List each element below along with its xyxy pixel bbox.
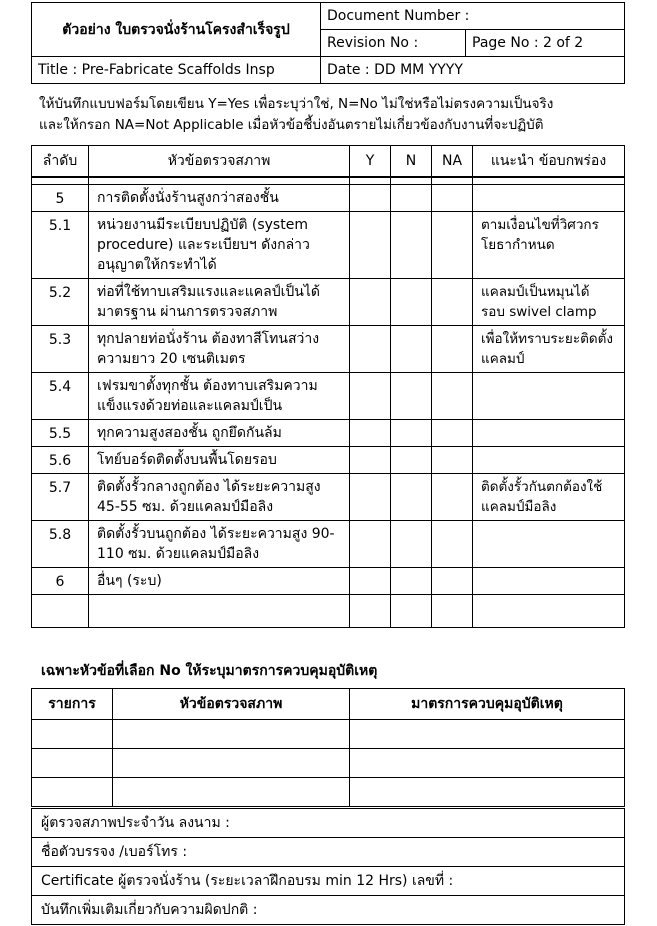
checklist-table [31,145,625,628]
recommendation-cell [473,521,625,568]
certificate-field: Certificate ผู้ตรวจนั่งร้าน (ระยะเวลาฝึกอบรม min 12 Hrs) เลขที่ : [32,867,625,896]
no-cell[interactable] [391,373,432,420]
yes-cell[interactable] [350,568,391,595]
row-item: การติดตั้งนั่งร้านสูงกว่าสองชั้น [89,185,350,212]
no-cell[interactable] [391,447,432,474]
measures-column-control: มาตรการควบคุมอุบัติเหตุ [350,689,625,720]
page-number-field: Page No : 2 of 2 [466,30,625,57]
contractor-name-field: ชื่อตัวบรรจง /เบอร์โทร : [32,838,625,867]
na-cell[interactable] [432,474,473,521]
no-cell[interactable] [391,279,432,326]
na-cell[interactable] [432,326,473,373]
checklist-row [32,521,625,568]
na-cell[interactable] [432,373,473,420]
measures-cell[interactable] [113,720,350,749]
recommendation-cell: แคลมป์เป็นหมุนได้ รอบ swivel clamp [473,279,625,326]
row-item: เฟรมขาตั้งทุกชั้น ต้องทาบเสริมความแข็งแรงด้วยท่อและแคลมป์เป็น [89,373,350,420]
revision-field: Revision No : [321,30,466,57]
na-cell[interactable] [432,568,473,595]
date-field: Date : DD MM YYYY [321,57,625,84]
column-header-item: หัวข้อตรวจสภาพ [89,146,350,178]
column-header-recommendation: แนะนำ ข้อบกพร่อง [473,146,625,178]
title-field: Title : Pre-Fabricate Scaffolds Insp [32,57,321,84]
measures-cell[interactable] [350,749,625,778]
measures-row [32,749,625,778]
measures-cell[interactable] [113,778,350,807]
header-table [31,2,625,84]
yes-cell[interactable] [350,420,391,447]
row-number: 5.8 [32,521,89,568]
row-number: 5.5 [32,420,89,447]
row-number: 5.6 [32,447,89,474]
checklist-row [32,185,625,212]
no-cell[interactable] [391,185,432,212]
checklist-row [32,595,625,628]
checklist-header-row [32,146,625,178]
yes-cell[interactable] [350,326,391,373]
measures-column-item: รายการ [32,689,113,720]
no-cell[interactable] [391,568,432,595]
recommendation-cell: ตามเงื่อนไขที่วิศวกรโยธากำหนด [473,212,625,279]
row-item: หน่วยงานมีระเบียบปฏิบัติ (system procedure) และระเบียบฯ ดังกล่าวอนุญาตให้กระทำได้ [89,212,350,279]
header-separator [32,177,625,185]
row-number: 6 [32,568,89,595]
na-cell[interactable] [432,185,473,212]
checklist-row [32,279,625,326]
recommendation-cell [473,373,625,420]
row-number: 5.1 [32,212,89,279]
no-cell[interactable] [391,420,432,447]
footer-table [31,808,625,925]
row-number: 5.7 [32,474,89,521]
row-item: ท่อที่ใช้ทาบเสริมแรงและแคลป์เป็นได้มาตรฐาน ผ่านการตรวจสภาพ [89,279,350,326]
no-cell[interactable] [391,595,432,628]
row-number: 5.2 [32,279,89,326]
measures-cell[interactable] [32,749,113,778]
checklist-row [32,474,625,521]
notes-field: บันทึกเพิ่มเติมเกี่ยวกับความผิดปกติ : [32,896,625,925]
measures-header-row [32,689,625,720]
row-item: ติดตั้งรั้วบนถูกต้อง ได้ระยะความสูง 90-110 ซม. ด้วยแคลมป์มือลิง [89,521,350,568]
yes-cell[interactable] [350,279,391,326]
na-cell[interactable] [432,212,473,279]
yes-cell[interactable] [350,212,391,279]
na-cell[interactable] [432,521,473,568]
row-number: 5.3 [32,326,89,373]
na-cell[interactable] [432,420,473,447]
checklist-row [32,568,625,595]
no-cell[interactable] [391,474,432,521]
yes-cell[interactable] [350,373,391,420]
row-item: อื่นๆ (ระบ) [89,568,350,595]
instruction-line-1: ให้บันทึกแบบฟอร์มโดยเขียน Y=Yes เพื่อระบุว่าใช่, N=No ไม่ใช่หรือไม่ตรงความเป็นจริง [39,96,554,112]
instructions [39,94,639,136]
column-header-yes: Y [350,146,391,178]
document-number-field: Document Number : [321,3,625,30]
recommendation-cell: เพื่อให้ทราบระยะติดตั้งแคลมป์ [473,326,625,373]
recommendation-cell: ติดตั้งรั้วกันตกต้องใช้แคลมป์มือลิง [473,474,625,521]
no-cell[interactable] [391,521,432,568]
row-number: 5 [32,185,89,212]
measures-row [32,720,625,749]
instruction-line-2: และให้กรอก NA=Not Applicable เมื่อหัวข้อชี้บ่งอันตรายไม่เกี่ยวข้องกับงานที่จะปฏิบัติ [39,117,544,133]
measures-cell[interactable] [350,720,625,749]
measures-section-title: เฉพาะหัวข้อที่เลือก No ให้ระบุมาตรการควบคุมอุบัติเหตุ [41,663,378,679]
checklist-row [32,212,625,279]
recommendation-cell [473,420,625,447]
no-cell[interactable] [391,212,432,279]
measures-column-topic: หัวข้อตรวจสภาพ [113,689,350,720]
column-header-na: NA [432,146,473,178]
checklist-row [32,373,625,420]
checklist-row [32,326,625,373]
row-item [89,595,350,628]
row-number: 5.4 [32,373,89,420]
recommendation-cell [473,595,625,628]
yes-cell[interactable] [350,185,391,212]
yes-cell[interactable] [350,521,391,568]
measures-cell[interactable] [32,720,113,749]
form-title: ตัวอย่าง ใบตรวจนั่งร้านโครงสำเร็จรูป [32,3,321,57]
row-item: โทย์บอร์ดติดตั้งบนพื้นโดยรอบ [89,447,350,474]
measures-cell[interactable] [113,749,350,778]
column-header-no: ลำดับ [32,146,89,178]
row-item: ทุกปลายท่อนั่งร้าน ต้องทาสีโทนสว่างความยาว 20 เซนติเมตร [89,326,350,373]
row-number [32,595,89,628]
yes-cell[interactable] [350,474,391,521]
measures-row [32,778,625,807]
checklist-row [32,447,625,474]
na-cell[interactable] [432,279,473,326]
recommendation-cell [473,568,625,595]
inspector-signature-field: ผู้ตรวจสภาพประจำวัน ลงนาม : [32,809,625,838]
measures-cell[interactable] [32,778,113,807]
na-cell[interactable] [432,447,473,474]
measures-cell[interactable] [350,778,625,807]
yes-cell[interactable] [350,447,391,474]
no-cell[interactable] [391,326,432,373]
recommendation-cell [473,447,625,474]
recommendation-cell [473,185,625,212]
checklist-row [32,420,625,447]
column-header-no-answer: N [391,146,432,178]
row-item: ติดตั้งรั้วกลางถูกต้อง ได้ระยะความสูง 45-55 ซม. ด้วยแคลมป์มือลิง [89,474,350,521]
measures-table [31,688,625,807]
row-item: ทุกความสูงสองชั้น ถูกยึดกันล้ม [89,420,350,447]
na-cell[interactable] [432,595,473,628]
yes-cell[interactable] [350,595,391,628]
